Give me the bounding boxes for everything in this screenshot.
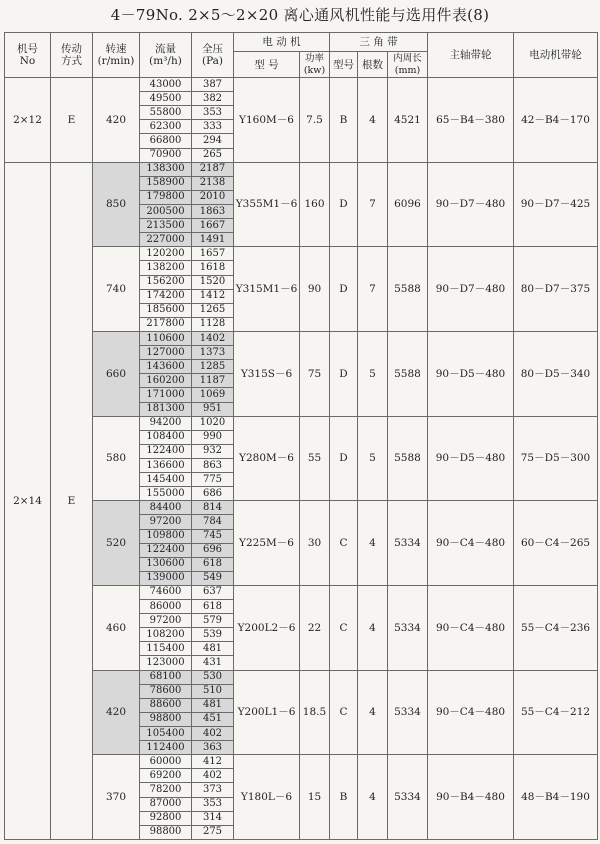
flow-cell: 143600 [140,360,192,374]
flow-cell: 66800 [140,134,192,148]
pressure-cell: 932 [192,444,234,458]
motor-model-cell: Y180L－6 [234,755,300,840]
motor-power-cell: 30 [300,501,330,586]
pressure-cell: 333 [192,120,234,134]
belt-count-cell: 7 [358,247,388,332]
flow-cell: 138200 [140,261,192,275]
pressure-cell: 1491 [192,233,234,247]
flow-cell: 158900 [140,176,192,190]
flow-cell: 97200 [140,614,192,628]
flow-cell: 200500 [140,204,192,218]
flow-cell: 155000 [140,487,192,501]
header-motor-power: 功率 (kw) [300,52,330,78]
belt-length-cell: 5588 [388,331,428,416]
pressure-cell: 579 [192,614,234,628]
pressure-cell: 1265 [192,303,234,317]
header-motor-group: 电 动 机 [234,33,330,52]
speed-cell: 420 [93,78,140,163]
main-pulley-cell: 90－C4－480 [428,501,514,586]
pressure-cell: 1863 [192,204,234,218]
flow-cell: 60000 [140,755,192,769]
pressure-cell: 353 [192,797,234,811]
flow-cell: 110600 [140,331,192,345]
flow-cell: 62300 [140,120,192,134]
motor-power-cell: 18.5 [300,670,330,755]
pressure-cell: 353 [192,106,234,120]
pressure-cell: 1020 [192,416,234,430]
pressure-cell: 951 [192,402,234,416]
pressure-cell: 387 [192,78,234,92]
header-flow: 流量 (m³/h) [140,33,192,78]
belt-model-cell: C [330,585,358,670]
pressure-cell: 1402 [192,331,234,345]
motor-power-cell: 90 [300,247,330,332]
belt-count-cell: 5 [358,416,388,501]
flow-cell: 97200 [140,515,192,529]
flow-cell: 112400 [140,741,192,755]
flow-cell: 179800 [140,190,192,204]
pressure-cell: 412 [192,755,234,769]
pressure-cell: 402 [192,727,234,741]
header-belt-count: 根数 [358,52,388,78]
pressure-cell: 745 [192,529,234,543]
pressure-cell: 1285 [192,360,234,374]
table-row [5,501,598,515]
pressure-cell: 431 [192,656,234,670]
pressure-cell: 314 [192,811,234,825]
header-speed: 转速 (r/min) [93,33,140,78]
motor-power-cell: 7.5 [300,78,330,163]
speed-cell: 460 [93,585,140,670]
flow-cell: 115400 [140,642,192,656]
table-row [5,247,598,261]
belt-model-cell: B [330,755,358,840]
pressure-cell: 382 [192,92,234,106]
flow-cell: 84400 [140,501,192,515]
flow-cell: 136600 [140,458,192,472]
flow-cell: 181300 [140,402,192,416]
flow-cell: 160200 [140,374,192,388]
flow-cell: 171000 [140,388,192,402]
table-row [5,162,598,176]
pressure-cell: 1069 [192,388,234,402]
pressure-cell: 990 [192,430,234,444]
flow-cell: 86000 [140,600,192,614]
motor-model-cell: Y315S－6 [234,331,300,416]
flow-cell: 156200 [140,275,192,289]
fan-selection-table [4,32,598,840]
motor-pulley-cell: 42－B4－170 [514,78,598,163]
pressure-cell: 363 [192,741,234,755]
belt-length-cell: 5334 [388,670,428,755]
flow-cell: 105400 [140,727,192,741]
motor-pulley-cell: 60－C4－265 [514,501,598,586]
pressure-cell: 686 [192,487,234,501]
main-pulley-cell: 90－D7－480 [428,162,514,247]
pressure-cell: 618 [192,600,234,614]
pressure-cell: 2187 [192,162,234,176]
flow-cell: 55800 [140,106,192,120]
flow-cell: 87000 [140,797,192,811]
header-motor-pulley: 电动机带轮 [514,33,598,78]
header-machine-no: 机号 No [5,33,51,78]
pressure-cell: 1373 [192,346,234,360]
flow-cell: 139000 [140,571,192,585]
pressure-cell: 618 [192,557,234,571]
belt-model-cell: B [330,78,358,163]
pressure-cell: 2010 [192,190,234,204]
pressure-cell: 373 [192,783,234,797]
pressure-cell: 275 [192,825,234,839]
table-row [5,585,598,599]
flow-cell: 68100 [140,670,192,684]
pressure-cell: 1187 [192,374,234,388]
speed-cell: 370 [93,755,140,840]
motor-model-cell: Y160M－6 [234,78,300,163]
pressure-cell: 530 [192,670,234,684]
motor-power-cell: 22 [300,585,330,670]
header-belt-model: 型号 [330,52,358,78]
machine-no-cell: 2×14 [5,162,51,839]
pressure-cell: 784 [192,515,234,529]
flow-cell: 78600 [140,684,192,698]
table-row [5,755,598,769]
flow-cell: 227000 [140,233,192,247]
motor-power-cell: 15 [300,755,330,840]
page-title: 4－79No. 2×5～2×20 离心通风机性能与选用件表(8) [110,6,490,24]
speed-cell: 850 [93,162,140,247]
motor-power-cell: 55 [300,416,330,501]
flow-cell: 69200 [140,769,192,783]
table-row [5,78,598,92]
motor-power-cell: 75 [300,331,330,416]
pressure-cell: 637 [192,585,234,599]
motor-model-cell: Y200L2－6 [234,585,300,670]
belt-model-cell: D [330,331,358,416]
belt-count-cell: 4 [358,670,388,755]
motor-pulley-cell: 55－C4－212 [514,670,598,755]
table-row [5,670,598,684]
main-pulley-cell: 65－B4－380 [428,78,514,163]
pressure-cell: 481 [192,642,234,656]
pressure-cell: 539 [192,628,234,642]
speed-cell: 520 [93,501,140,586]
belt-count-cell: 4 [358,755,388,840]
header-motor-model: 型 号 [234,52,300,78]
flow-cell: 213500 [140,219,192,233]
speed-cell: 580 [93,416,140,501]
main-pulley-cell: 90－D5－480 [428,331,514,416]
belt-model-cell: C [330,670,358,755]
flow-cell: 98800 [140,825,192,839]
machine-no-cell: 2×12 [5,78,51,163]
header-drive: 传动 方式 [51,33,93,78]
flow-cell: 98800 [140,712,192,726]
flow-cell: 130600 [140,557,192,571]
pressure-cell: 1657 [192,247,234,261]
belt-length-cell: 5334 [388,585,428,670]
pressure-cell: 1128 [192,317,234,331]
motor-model-cell: Y355M1－6 [234,162,300,247]
header-pressure: 全压 (Pa) [192,33,234,78]
table-row [5,416,598,430]
belt-length-cell: 5588 [388,247,428,332]
main-pulley-cell: 90－D7－480 [428,247,514,332]
belt-model-cell: C [330,501,358,586]
flow-cell: 108400 [140,430,192,444]
pressure-cell: 481 [192,698,234,712]
belt-count-cell: 4 [358,585,388,670]
pressure-cell: 1618 [192,261,234,275]
pressure-cell: 863 [192,458,234,472]
flow-cell: 49500 [140,92,192,106]
flow-cell: 120200 [140,247,192,261]
belt-model-cell: D [330,247,358,332]
motor-pulley-cell: 48－B4－190 [514,755,598,840]
motor-pulley-cell: 80－D5－340 [514,331,598,416]
flow-cell: 109800 [140,529,192,543]
pressure-cell: 696 [192,543,234,557]
flow-cell: 43000 [140,78,192,92]
belt-model-cell: D [330,162,358,247]
table-row [5,331,598,345]
drive-cell: E [51,78,93,163]
motor-pulley-cell: 75－D5－300 [514,416,598,501]
pressure-cell: 1412 [192,289,234,303]
pressure-cell: 775 [192,473,234,487]
flow-cell: 122400 [140,444,192,458]
flow-cell: 78200 [140,783,192,797]
belt-length-cell: 6096 [388,162,428,247]
motor-model-cell: Y315M1－6 [234,247,300,332]
pressure-cell: 2138 [192,176,234,190]
pressure-cell: 814 [192,501,234,515]
flow-cell: 185600 [140,303,192,317]
speed-cell: 420 [93,670,140,755]
flow-cell: 74600 [140,585,192,599]
belt-count-cell: 7 [358,162,388,247]
flow-cell: 127000 [140,346,192,360]
pressure-cell: 510 [192,684,234,698]
main-pulley-cell: 90－B4－480 [428,755,514,840]
table-body [5,78,598,840]
main-pulley-cell: 90－C4－480 [428,670,514,755]
main-pulley-cell: 90－D5－480 [428,416,514,501]
pressure-cell: 265 [192,148,234,162]
header-main-pulley: 主轴带轮 [428,33,514,78]
motor-power-cell: 160 [300,162,330,247]
flow-cell: 70900 [140,148,192,162]
pressure-cell: 451 [192,712,234,726]
pressure-cell: 549 [192,571,234,585]
pressure-cell: 294 [192,134,234,148]
motor-model-cell: Y225M－6 [234,501,300,586]
flow-cell: 123000 [140,656,192,670]
speed-cell: 740 [93,247,140,332]
header-belt-length: 内周长 (mm) [388,52,428,78]
motor-pulley-cell: 55－C4－236 [514,585,598,670]
belt-length-cell: 5588 [388,416,428,501]
flow-cell: 94200 [140,416,192,430]
flow-cell: 145400 [140,473,192,487]
flow-cell: 108200 [140,628,192,642]
flow-cell: 174200 [140,289,192,303]
pressure-cell: 1520 [192,275,234,289]
belt-count-cell: 5 [358,331,388,416]
flow-cell: 88600 [140,698,192,712]
belt-model-cell: D [330,416,358,501]
pressure-cell: 1667 [192,219,234,233]
pressure-cell: 402 [192,769,234,783]
motor-model-cell: Y200L1－6 [234,670,300,755]
belt-count-cell: 4 [358,501,388,586]
speed-cell: 660 [93,331,140,416]
belt-length-cell: 5334 [388,755,428,840]
belt-length-cell: 5334 [388,501,428,586]
belt-count-cell: 4 [358,78,388,163]
flow-cell: 122400 [140,543,192,557]
motor-pulley-cell: 90－D7－425 [514,162,598,247]
main-pulley-cell: 90－C4－480 [428,585,514,670]
flow-cell: 217800 [140,317,192,331]
drive-cell: E [51,162,93,839]
header-belt-group: 三 角 带 [330,33,428,52]
motor-pulley-cell: 80－D7－375 [514,247,598,332]
motor-model-cell: Y280M－6 [234,416,300,501]
flow-cell: 92800 [140,811,192,825]
belt-length-cell: 4521 [388,78,428,163]
flow-cell: 138300 [140,162,192,176]
